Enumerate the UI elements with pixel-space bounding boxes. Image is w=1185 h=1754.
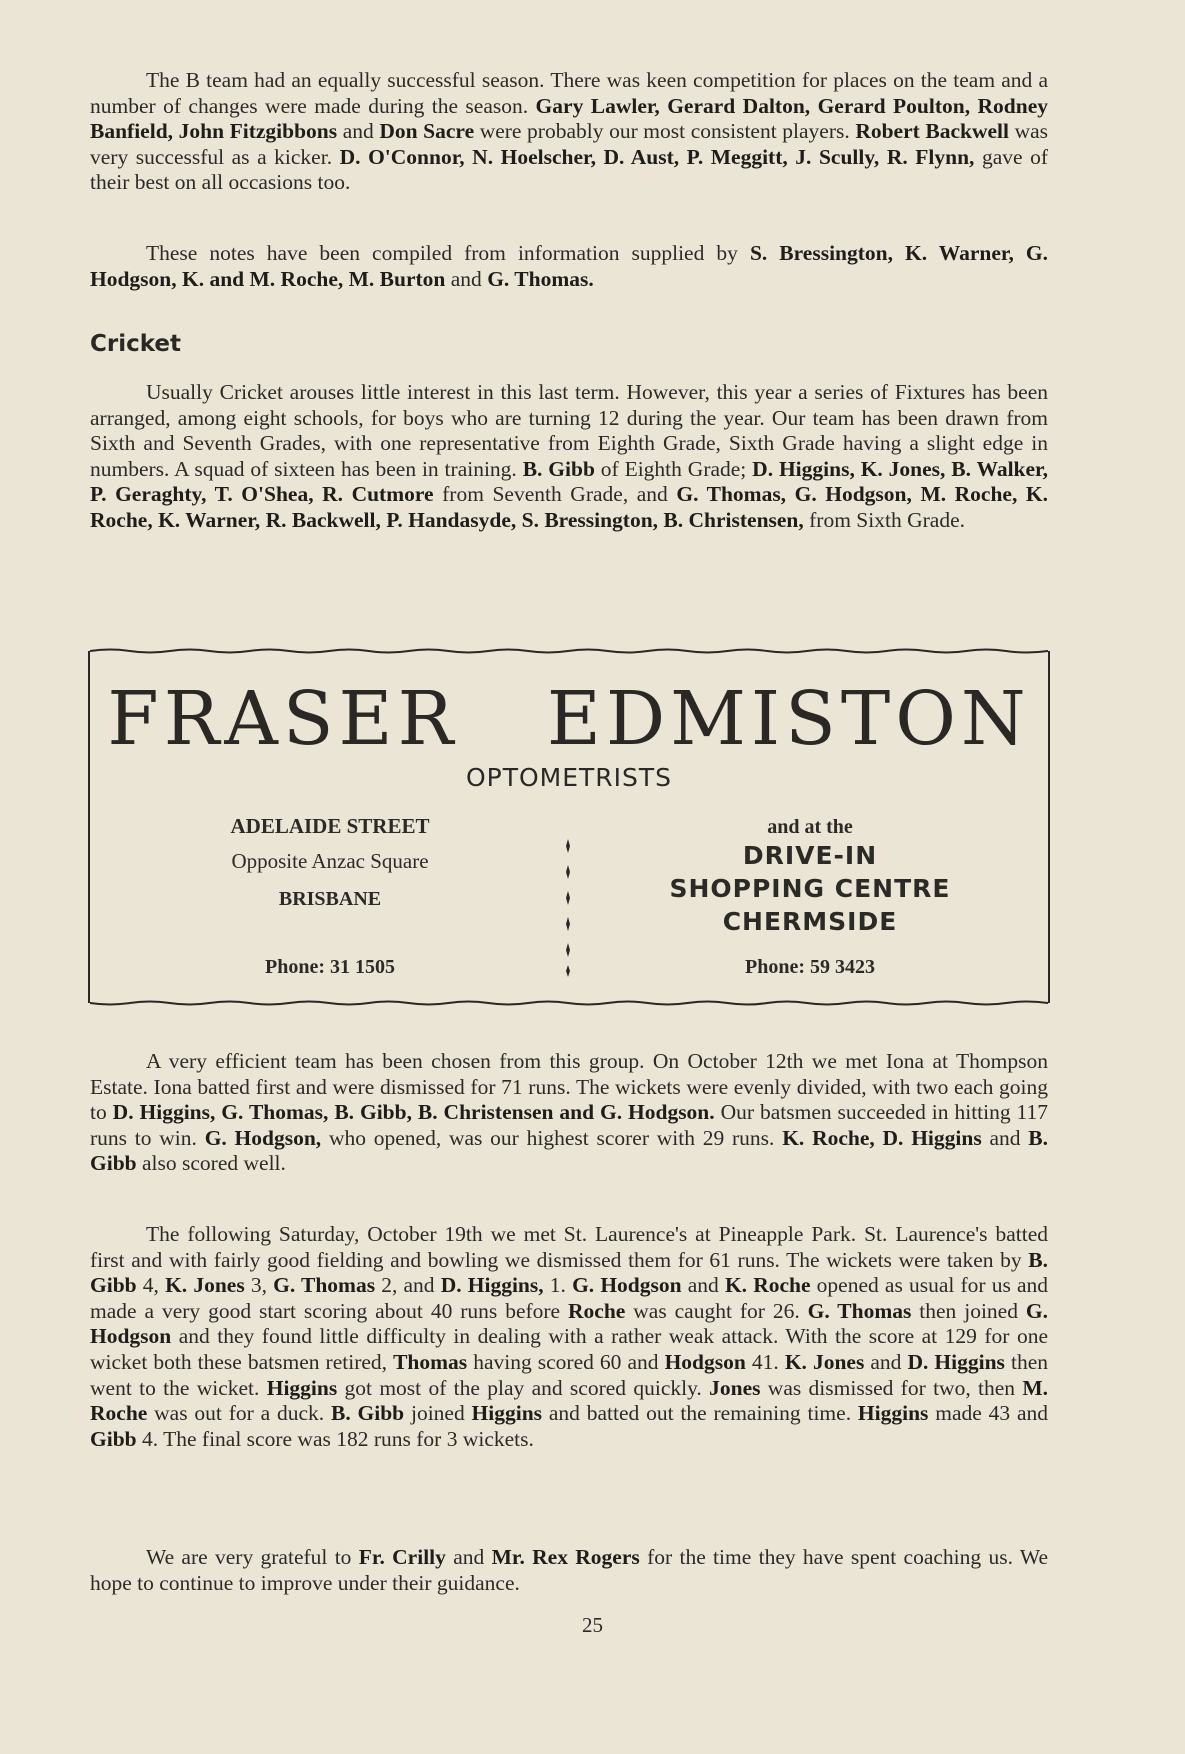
text: We are very grateful to [146, 1545, 359, 1569]
names: Higgins [857, 1401, 929, 1426]
names: G. Thomas. [487, 266, 594, 291]
names: G. Thomas [273, 1273, 376, 1298]
text: and [445, 266, 488, 291]
names: Mr. Rex Rogers [491, 1545, 640, 1569]
text: 4, [136, 1273, 166, 1298]
names: Thomas [393, 1349, 468, 1374]
ad-shopping-centre: SHOPPING CENTRE [669, 874, 951, 903]
names: Jones [709, 1375, 761, 1400]
st-laurence-match-paragraph [90, 1222, 1048, 1452]
text: and they found little difficulty in dealing with a rather weak attack. With the score at 129 for one wicket both these batsmen retired, [90, 1324, 1048, 1374]
text: having scored 60 and [467, 1349, 665, 1374]
names: D. Higgins, G. Thomas, B. Gibb, B. Christensen and G. Hodgson. [112, 1100, 715, 1125]
names: Don Sacre [379, 119, 475, 144]
names: G. Thomas [807, 1298, 912, 1323]
ad-subtitle: OPTOMETRISTS [465, 763, 673, 792]
text: for the time they have spent coaching us. We hope to continue to improve under their guidance. [90, 1545, 1048, 1595]
iona-match-paragraph [90, 1049, 1048, 1177]
text: opened as usual for us and made a very good start scoring about 40 runs before [90, 1273, 1049, 1323]
page-number: 25 [582, 1613, 603, 1637]
ad-phone-left: Phone: 31 1505 [265, 956, 395, 978]
text: also scored well. [136, 1151, 286, 1176]
ad-opposite: Opposite Anzac Square [231, 849, 429, 873]
advertisement-box [88, 651, 1050, 1003]
names: K. Roche, D. Higgins [782, 1125, 982, 1150]
ad-top-border [90, 648, 1048, 654]
text: Our batsmen succeeded in hitting 117 runs to win. [90, 1100, 1048, 1150]
names: K. Jones [165, 1273, 245, 1298]
names: D. Higgins, K. Jones, B. Walker, P. Geraghty, T. O'Shea, R. Cutmore [90, 456, 1048, 507]
text: and [681, 1273, 725, 1298]
names: Hodgson [664, 1349, 746, 1374]
ad-bottom-border [90, 1000, 1048, 1006]
grateful-paragraph [90, 1545, 1048, 1596]
names: K. Roche [724, 1273, 811, 1298]
text: were probably our most consistent players. [474, 119, 856, 144]
text: The B team had an equally successful season. There was keen competition for places on the team and a number of changes were made during the season. [90, 68, 1048, 118]
names: Gary Lawler, Gerard Dalton, Gerard Poulton, Rodney Banfield, John Fitzgibbons [90, 93, 1048, 144]
ad-left-column [180, 814, 480, 911]
names: D. Higgins, [440, 1273, 544, 1298]
ad-city: BRISBANE [278, 888, 382, 910]
compiled-paragraph [90, 241, 1048, 292]
text: and [337, 119, 380, 144]
text: made 43 and [928, 1401, 1048, 1426]
text: A very efficient team has been chosen from this group. On October 12th we met Iona at Thompson Estate. Iona batted first and were dismissed for 71 runs. The wickets were evenly divided, with two each going to [90, 1049, 1048, 1125]
ad-and-at: and at the [767, 816, 853, 838]
names: Gibb [90, 1426, 137, 1451]
text: got most of the play and scored quickly. [337, 1375, 710, 1400]
text: from Seventh Grade, and [433, 482, 677, 507]
names: B. Gibb [90, 1125, 1048, 1176]
cricket-intro-paragraph [90, 380, 1048, 534]
text: was caught for 26. [625, 1298, 808, 1323]
ad-chermside: CHERMSIDE [722, 907, 898, 936]
names: K. Jones [784, 1349, 865, 1374]
text: joined [404, 1401, 472, 1426]
cricket-heading: Cricket [90, 331, 182, 357]
text: and [981, 1125, 1029, 1150]
ad-title: FRASER EDMISTON [107, 676, 1031, 762]
text: and batted out the remaining time. [542, 1401, 858, 1426]
ad-star-divider [558, 834, 578, 979]
names: M. Roche [90, 1375, 1048, 1426]
names: S. Bressington, K. Warner, G. Hodgson, K. and M. Roche, M. Burton [90, 241, 1048, 291]
text: and [445, 1545, 492, 1569]
names: Robert Backwell [855, 119, 1009, 144]
names: B. Gibb [330, 1401, 405, 1426]
text: Usually Cricket arouses little interest in this last term. However, this year a series of Fixtures has been arranged, among eight schools, for boys who are turning 12 during the year. Our team has been drawn from Sixth and Seventh Grades, with one representative from Eighth Grade, Sixth Grade having a slight edge in numbers. A squad of sixteen has been in training. [90, 380, 1048, 481]
text: of Eighth Grade; [594, 456, 753, 481]
names: G. Hodgson, [204, 1125, 322, 1150]
names: G. Thomas, G. Hodgson, M. Roche, K. Roche, K. Warner, R. Backwell, P. Handasyde, S. Bressington, B. Christensen, [90, 482, 1049, 532]
names: Higgins [471, 1401, 543, 1426]
ad-drive-in: DRIVE-IN [742, 841, 878, 870]
text: was out for a duck. [147, 1401, 331, 1426]
text: who opened, was our highest scorer with 29 runs. [321, 1125, 783, 1150]
ad-right-column [650, 816, 970, 938]
text: These notes have been compiled from information supplied by [146, 241, 750, 265]
text: 3, [244, 1273, 274, 1298]
text: from Sixth Grade. [803, 507, 965, 532]
names: D. Higgins [907, 1349, 1005, 1374]
names: G. Hodgson [90, 1298, 1048, 1349]
names: Higgins [266, 1375, 338, 1400]
text: then joined [911, 1298, 1026, 1323]
text: 2, and [375, 1273, 441, 1298]
text: 1. [543, 1273, 573, 1298]
text: and [864, 1349, 908, 1374]
text: then went to the wicket. [90, 1349, 1049, 1400]
names: G. Hodgson [572, 1273, 682, 1298]
b-team-paragraph [90, 68, 1048, 196]
names: D. O'Connor, N. Hoelscher, D. Aust, P. Meggitt, J. Scully, R. Flynn, [339, 144, 975, 169]
names: Fr. Crilly [358, 1545, 446, 1569]
names: B. Gibb [90, 1247, 1048, 1298]
text: The following Saturday, October 19th we met St. Laurence's at Pineapple Park. St. Laurence's batted first and with fairly good fielding and bowling we dismissed them for 61 runs. The wickets were taken by [90, 1222, 1048, 1272]
ad-street: ADELAIDE STREET [230, 814, 430, 838]
text: was dismissed for two, then [760, 1375, 1023, 1400]
text: 4. The final score was 182 runs for 3 wickets. [136, 1426, 534, 1451]
names: Roche [568, 1298, 626, 1323]
text: was very successful as a kicker. [90, 119, 1049, 169]
text: 41. [745, 1349, 785, 1374]
names: B. Gibb [522, 456, 595, 481]
text: gave of their best on all occasions too. [90, 144, 1048, 195]
ad-phone-right: Phone: 59 3423 [745, 956, 875, 978]
